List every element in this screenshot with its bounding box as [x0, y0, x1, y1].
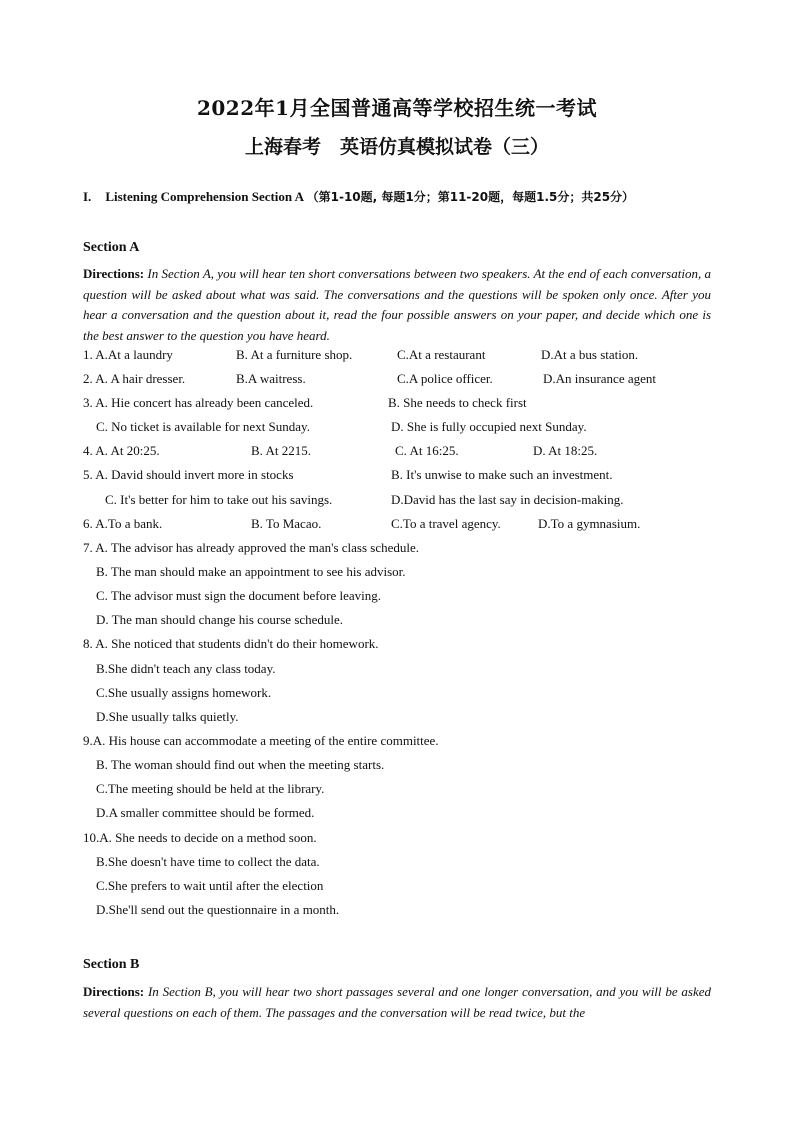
q1-option-c: C.At a restaurant	[397, 347, 486, 362]
q7-option-c: C. The advisor must sign the document before leaving.	[96, 588, 381, 603]
q10-option-a: 10.A. She needs to decide on a method soon.	[83, 830, 317, 845]
q5-option-c: C. It's better for him to take out his savings.	[105, 492, 333, 507]
q2-option-c: C.A police officer.	[397, 371, 493, 386]
part-number: I.	[83, 189, 92, 204]
q2-option-b: B.A waitress.	[236, 371, 306, 386]
exam-subtitle: 上海春考 英语仿真模拟试卷（三）	[244, 136, 549, 158]
directions-text: In Section B, you will hear two short passages several and one longer conversation, and you will be asked several questions on each of them. The passages and the conversation will be read twice, but the	[83, 984, 712, 1020]
q6-option-c: C.To a travel agency.	[391, 516, 501, 531]
directions-label: Directions:	[83, 984, 145, 999]
q10-option-d: D.She'll send out the questionnaire in a month.	[96, 902, 340, 917]
q5-option-a: 5. A. David should invert more in stocks	[83, 467, 294, 482]
q7-option-a: 7. A. The advisor has already approved the man's class schedule.	[83, 540, 420, 555]
q9-option-c: C.The meeting should be held at the library.	[96, 781, 325, 796]
section-b-directions	[83, 982, 711, 1023]
q1-option-d: D.At a bus station.	[541, 347, 639, 362]
part-heading	[83, 188, 723, 205]
q4-option-b: B. At 2215.	[251, 443, 311, 458]
q4-option-a: 4. A. At 20:25.	[83, 443, 160, 458]
q2-option-a: 2. A. A hair dresser.	[83, 371, 186, 386]
q5-option-d: D.David has the last say in decision-making.	[391, 492, 624, 507]
q4-option-d: D. At 18:25.	[533, 443, 598, 458]
q3-option-a: 3. A. Hie concert has already been canceled.	[83, 395, 314, 410]
q6-option-a: 6. A.To a bank.	[83, 516, 163, 531]
q7-option-d: D. The man should change his course schedule.	[96, 612, 344, 627]
q3-option-b: B. She needs to check first	[388, 395, 527, 410]
directions-label: Directions:	[83, 266, 145, 281]
section-a-directions	[83, 264, 711, 346]
q9-option-d: D.A smaller committee should be formed.	[96, 805, 315, 820]
q7-option-b: B. The man should make an appointment to see his advisor.	[96, 564, 406, 579]
q2-option-d: D.An insurance agent	[543, 371, 656, 386]
q6-option-b: B. To Macao.	[251, 516, 322, 531]
q8-option-a: 8. A. She noticed that students didn't do their homework.	[83, 636, 379, 651]
exam-title: 2022年1月全国普通高等学校招生统一考试	[196, 96, 598, 120]
part-name: Listening Comprehension Section A	[105, 189, 304, 204]
part-scoring: （第1-10题, 每题1分；第11-20题，每题1.5分；共25分）	[306, 190, 635, 204]
section-b-label: Section B	[83, 957, 140, 972]
q3-option-c: C. No ticket is available for next Sunday.	[96, 419, 310, 434]
q10-option-c: C.She prefers to wait until after the election	[96, 878, 324, 893]
q3-option-d: D. She is fully occupied next Sunday.	[391, 419, 587, 434]
q1-option-a: 1. A.At a laundry	[83, 347, 173, 362]
directions-text: In Section A, you will hear ten short conversations between two speakers. At the end of each conversation, a question will be asked about what was said. The conversations and the questions will be spoken only once. After you hear a conversation and the question about it, read the four possible answers on your paper, and decide which one is the best answer to the question you have heard.	[83, 266, 711, 343]
q9-option-a: 9.A. His house can accommodate a meeting of the entire committee.	[83, 733, 439, 748]
q9-option-b: B. The woman should find out when the meeting starts.	[96, 757, 385, 772]
q8-option-d: D.She usually talks quietly.	[96, 709, 239, 724]
q5-option-b: B. It's unwise to make such an investment.	[391, 467, 613, 482]
q1-option-b: B. At a furniture shop.	[236, 347, 353, 362]
q8-option-b: B.She didn't teach any class today.	[96, 661, 276, 676]
q4-option-c: C. At 16:25.	[395, 443, 459, 458]
section-a-label: Section A	[83, 240, 140, 255]
q6-option-d: D.To a gymnasium.	[538, 516, 641, 531]
q8-option-c: C.She usually assigns homework.	[96, 685, 272, 700]
q10-option-b: B.She doesn't have time to collect the data.	[96, 854, 320, 869]
